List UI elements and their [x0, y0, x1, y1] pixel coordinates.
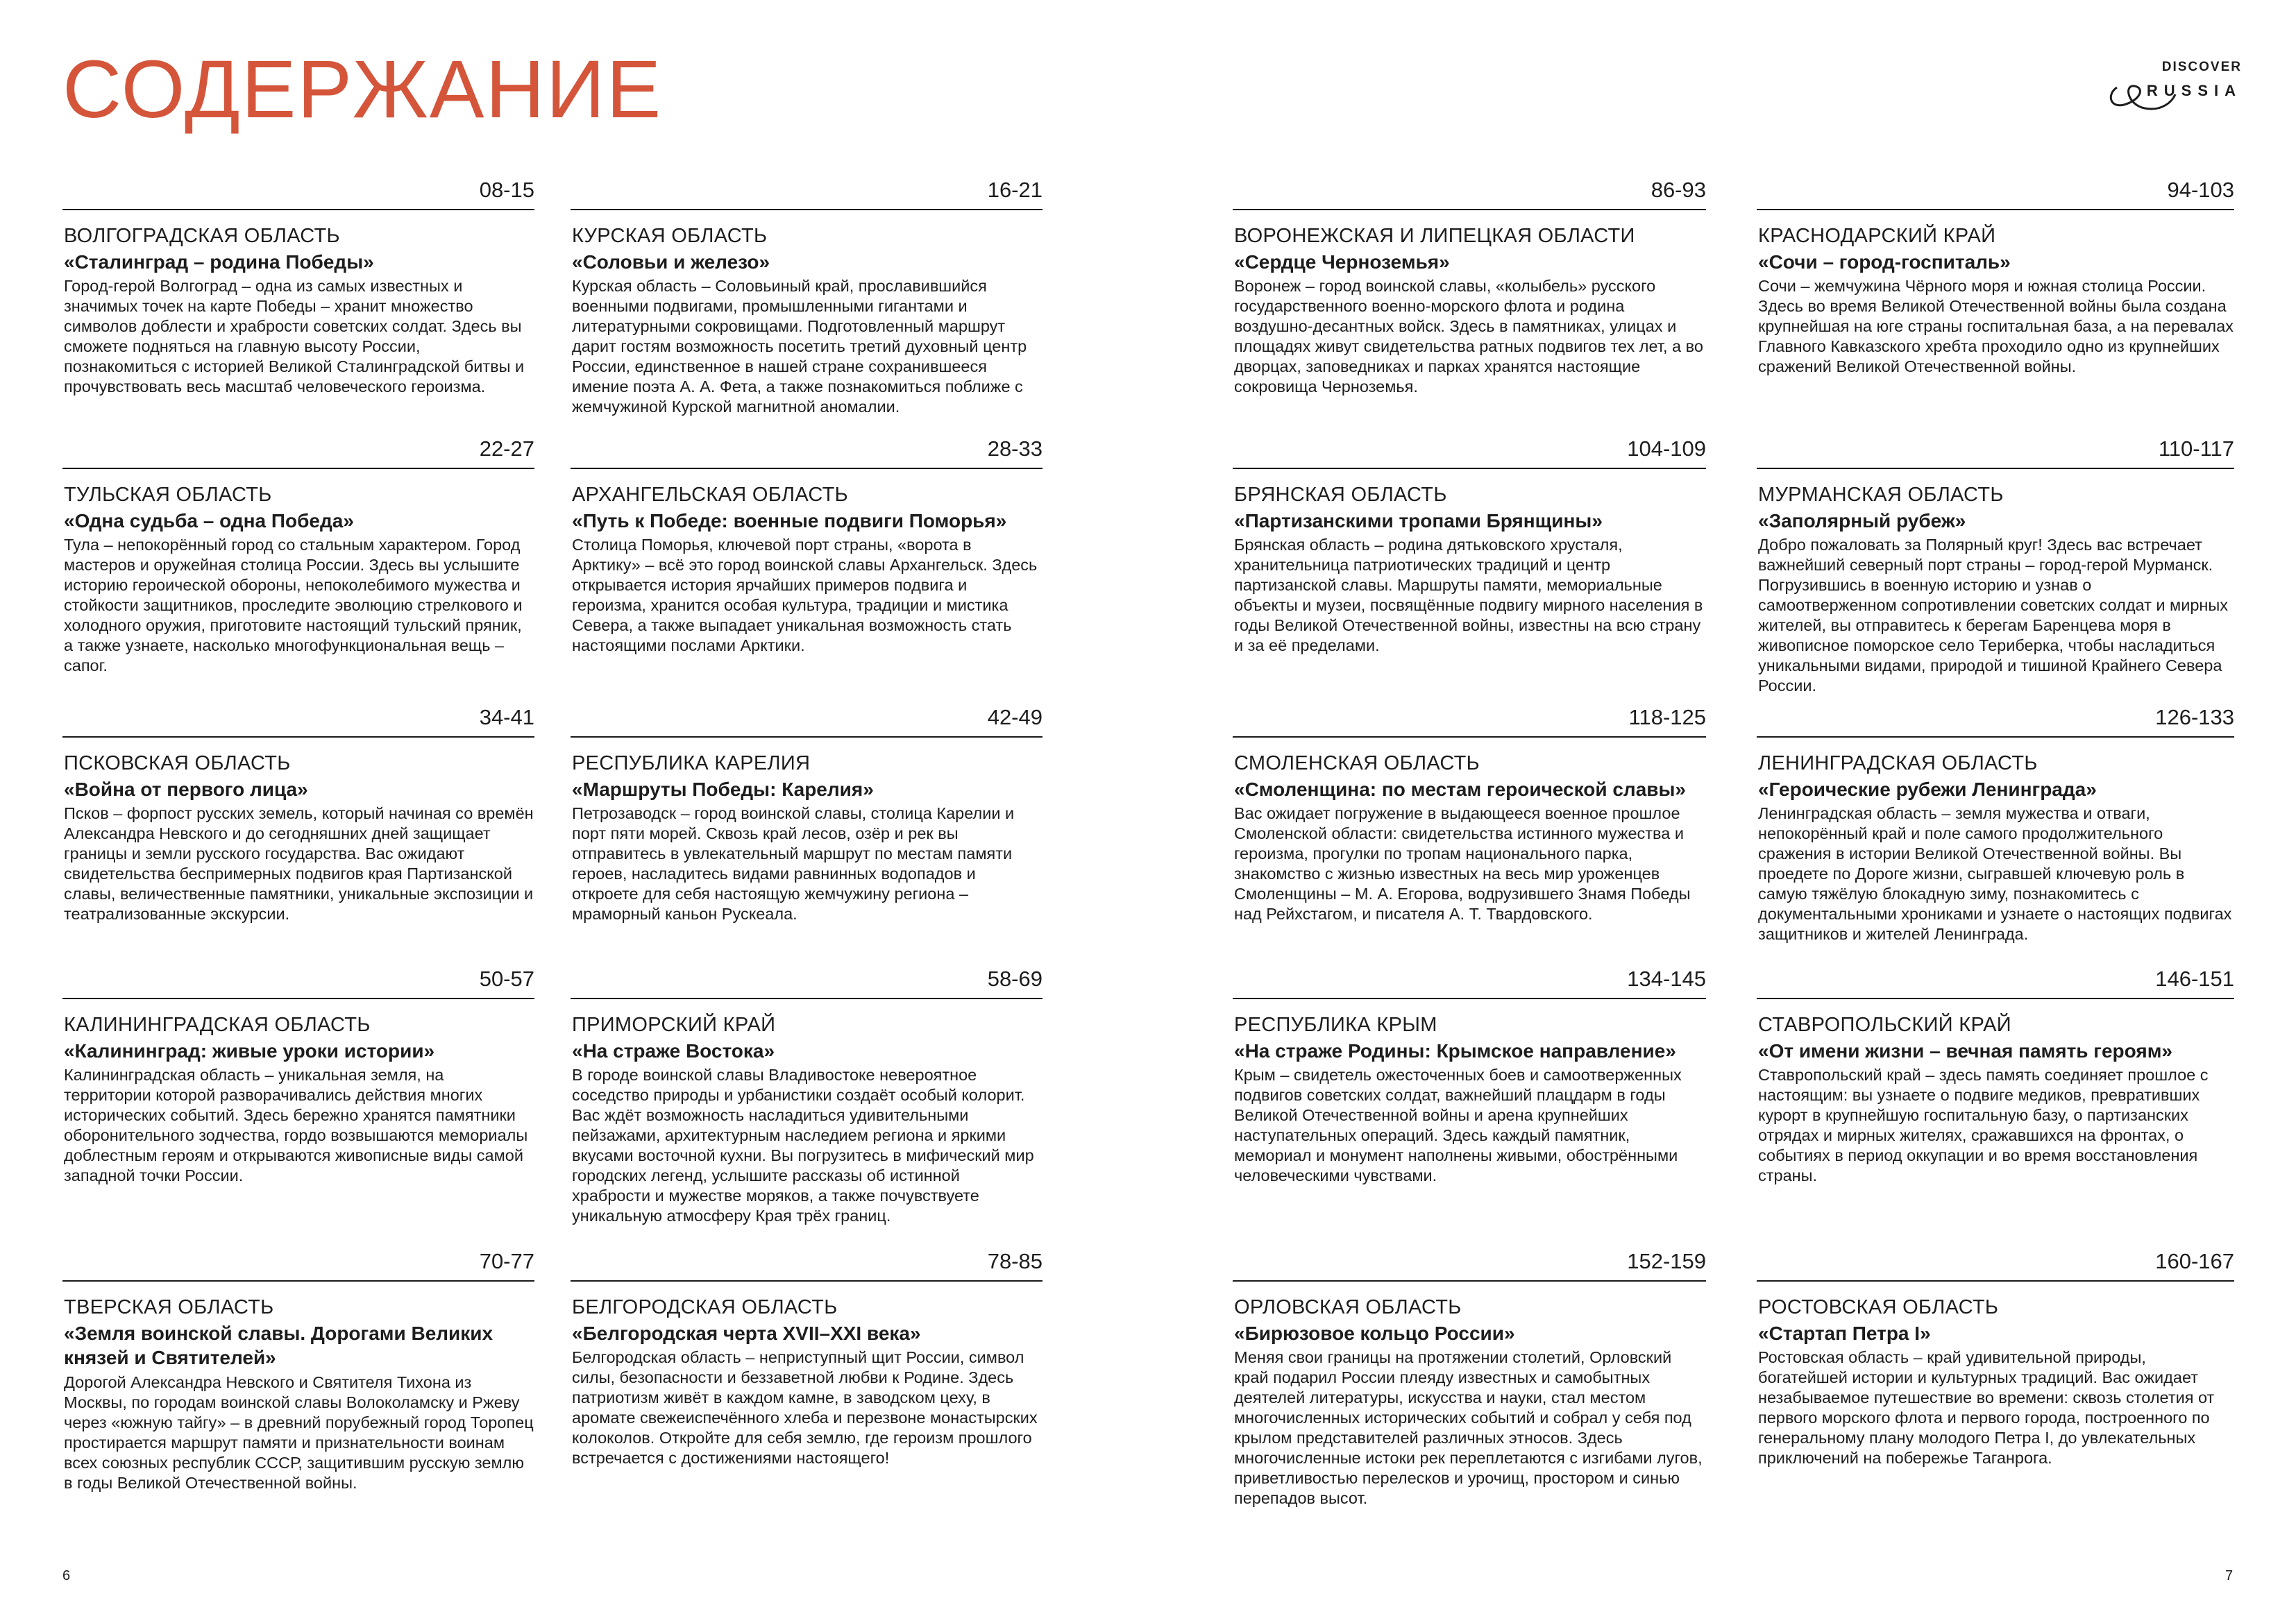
- toc-entry: [1233, 1250, 1706, 1514]
- region-name: КУРСКАЯ ОБЛАСТЬ: [572, 225, 768, 247]
- toc-entry: [1233, 706, 1706, 970]
- page-range: 110-117: [2158, 436, 2234, 461]
- divider-line: [571, 998, 1043, 999]
- toc-entry: [62, 438, 534, 702]
- divider-line: [1757, 1280, 2234, 1282]
- route-title: «Сочи – город-госпиталь»: [1758, 251, 2011, 273]
- route-title: «От имени жизни – вечная память героям»: [1758, 1040, 2172, 1062]
- route-title: «Соловьи и железо»: [572, 251, 770, 273]
- region-name: РЕСПУБЛИКА КАРЕЛИЯ: [572, 752, 811, 774]
- toc-entry: [571, 1250, 1043, 1514]
- route-description: Курская область – Соловьиный край, прославившийся военными подвигами, промышленными гигантами и литературными сокровищами. Подготовленный маршрут дарит гостям возможность посетить третий духовный центр России, единственное в нашей стране сохранившееся имение поэта А. А. Фета, а также познакомиться поближе с жемчужиной Курской магнитной аномалии.: [572, 277, 1027, 416]
- divider-line: [1233, 1280, 1706, 1282]
- divider-line: [1233, 998, 1706, 999]
- route-title: «Смоленщина: по местам героической славы»: [1234, 779, 1686, 800]
- route-description: Ростовская область – край удивительной природы, богатейшей истории и культурных традиций. Вас ожидает незабываемое путешествие во времени: сквозь столетия от первого морского флота и первого города, построенного по генеральному плану молодого Петра I, до увлекательных приключений на побережье Таганрога.: [1758, 1348, 2215, 1467]
- route-title: «Земля воинской славы. Дорогами Великих князей и Святителей»: [64, 1323, 493, 1368]
- route-title: «Героические рубежи Ленинграда»: [1758, 779, 2097, 800]
- toc-entry: [1233, 968, 1706, 1232]
- divider-line: [571, 736, 1043, 738]
- region-name: СТАВРОПОЛЬСКИЙ КРАЙ: [1758, 1014, 2011, 1036]
- route-title: «Заполярный рубеж»: [1758, 510, 1966, 532]
- toc-entry: [1757, 1250, 2234, 1514]
- page-number-left: 6: [62, 1568, 71, 1583]
- page-range: 70-77: [479, 1249, 534, 1273]
- route-title: «На страже Родины: Крымское направление»: [1234, 1040, 1676, 1062]
- page-range: 126-133: [2155, 705, 2234, 729]
- region-name: РОСТОВСКАЯ ОБЛАСТЬ: [1758, 1296, 1999, 1318]
- route-title: «Сталинград – родина Победы»: [64, 251, 374, 273]
- page-title: СОДЕРЖАНИЕ: [62, 44, 663, 135]
- toc-entry: [1233, 179, 1706, 443]
- divider-line: [1233, 736, 1706, 738]
- route-description: Белгородская область – неприступный щит России, символ силы, безопасности и беззаветной любви к Родине. Здесь патриотизм живёт в каждом камне, в заводском цеху, в аромате свежеиспечённого хлеба и перезвоне монастырских колоколов. Откройте для себя землю, где героизм прошлого встречается с достижениями настоящего!: [572, 1348, 1038, 1467]
- page-range: 86-93: [1651, 178, 1706, 202]
- toc-entry: [62, 968, 534, 1232]
- toc-entry: [571, 438, 1043, 702]
- discover-russia-logo: [2103, 60, 2242, 129]
- logo-text-top: DISCOVER: [2161, 60, 2242, 74]
- page-range: 94-103: [2167, 178, 2234, 202]
- region-name: ТВЕРСКАЯ ОБЛАСТЬ: [64, 1296, 274, 1318]
- logo-text-bottom: RUSSIA: [2146, 82, 2242, 99]
- route-description: Столица Поморья, ключевой порт страны, «ворота в Арктику» – всё это город воинской славы Архангельск. Здесь открывается история ярчайших примеров подвига и героизма, хранится особая культура, традиции и мистика Севера, а также выпадает уникальная возможность стать настоящими послами Арктики.: [572, 536, 1038, 654]
- toc-entry: [62, 706, 534, 970]
- page-range: 16-21: [987, 178, 1043, 202]
- toc-entry: [1757, 968, 2234, 1232]
- region-name: РЕСПУБЛИКА КРЫМ: [1234, 1014, 1437, 1036]
- route-description: Ленинградская область – земля мужества и отваги, непокорённый край и поле самого продолжительного сражения в истории Великой Отечественной войны. Вы проедете по Дороге жизни, сыгравшей ключевую роль в самую тяжёлую блокадную зиму, познакомитесь с документальными хрониками и узнаете о настоящих подвигах защитников и жителей Ленинграда.: [1758, 804, 2232, 943]
- region-name: ПРИМОРСКИЙ КРАЙ: [572, 1014, 776, 1036]
- divider-line: [1233, 468, 1706, 469]
- divider-line: [62, 209, 534, 210]
- route-description: Город-герой Волгоград – одна из самых известных и значимых точек на карте Победы – хранит множество символов доблести и храбрости советских солдат. Здесь вы сможете подняться на главную высоту России, познакомиться с историей Великой Сталинградской битвы и прочувствовать весь масштаб человеческого героизма.: [64, 277, 525, 396]
- page-number-right: 7: [2225, 1568, 2234, 1583]
- divider-line: [62, 468, 534, 469]
- route-description: Дорогой Александра Невского и Святителя Тихона из Москвы, по городам воинской славы Волоколамску и Ржеву через «южную тайгу» – в древний порубежный город Торопец простирается маршрут памяти и признательности воинам всех союзных республик СССР, защитившим русскую землю в годы Великой Отечественной войны.: [64, 1373, 534, 1492]
- region-name: ВОЛГОГРАДСКАЯ ОБЛАСТЬ: [64, 225, 340, 247]
- route-description: Вас ожидает погружение в выдающееся военное прошлое Смоленской области: свидетельства истинного мужества и героизма, прогулки по тропам национального парка, знакомство с жизнью известных на весь мир уроженцев Смоленщины – М. А. Егорова, водрузившего Знамя Победы над Рейхстагом, и писателя А. Т. Твардовского.: [1234, 804, 1691, 923]
- divider-line: [1757, 736, 2234, 738]
- toc-entry: [62, 1250, 534, 1514]
- region-name: ТУЛЬСКАЯ ОБЛАСТЬ: [64, 484, 272, 506]
- route-title: «Белгородская черта XVII–XXI века»: [572, 1323, 921, 1344]
- toc-entry: [571, 706, 1043, 970]
- toc-entry: [1757, 706, 2234, 970]
- route-description: Петрозаводск – город воинской славы, столица Карелии и порт пяти морей. Сквозь край лесов, озёр и рек вы отправитесь в увлекательный маршрут по местам памяти героев, насладитесь видами равнинных водопадов и откроете для себя настоящую жемчужину региона – мраморный каньон Рускеала.: [572, 804, 1015, 923]
- route-description: Воронеж – город воинской славы, «колыбель» русского государственного военно-морского флота и родина воздушно-десантных войск. Здесь в памятниках, улицах и площадях живут свидетельства ратных подвигов тех лет, а во дворцах, заповедниках и парках хранятся настоящие сокровища Черноземья.: [1234, 277, 1703, 396]
- region-name: МУРМАНСКАЯ ОБЛАСТЬ: [1758, 484, 2004, 506]
- toc-entry: [571, 968, 1043, 1232]
- toc-entry: [1757, 179, 2234, 443]
- region-name: СМОЛЕНСКАЯ ОБЛАСТЬ: [1234, 752, 1480, 774]
- route-title: «Одна судьба – одна Победа»: [64, 510, 354, 532]
- toc-entry: [571, 179, 1043, 443]
- region-name: БЕЛГОРОДСКАЯ ОБЛАСТЬ: [572, 1296, 838, 1318]
- toc-entry: [1757, 438, 2234, 702]
- route-title: «Война от первого лица»: [64, 779, 308, 800]
- region-name: КРАСНОДАРСКИЙ КРАЙ: [1758, 225, 1996, 247]
- page-range: 104-109: [1627, 436, 1706, 461]
- region-name: ПСКОВСКАЯ ОБЛАСТЬ: [64, 752, 291, 774]
- divider-line: [571, 209, 1043, 210]
- route-description: Брянская область – родина дятьковского хрусталя, хранительница патриотических традиций и центр партизанской славы. Маршруты памяти, мемориальные объекты и музеи, посвящённые подвигу мирного населения в годы Великой Отечественной войны, известны на всю страну и за её пределами.: [1234, 536, 1703, 654]
- divider-line: [1757, 998, 2234, 999]
- page-range: 22-27: [479, 436, 534, 461]
- toc-entry: [1233, 438, 1706, 702]
- route-description: Сочи – жемчужина Чёрного моря и южная столица России. Здесь во время Великой Отечественной войны была создана крупнейшая на юге страны госпитальная база, а на перевалах Главного Кавказского хребта проходило одно из крупнейших сражений Великой Отечественной войны.: [1758, 277, 2234, 375]
- divider-line: [62, 998, 534, 999]
- route-title: «Стартап Петра I»: [1758, 1323, 1931, 1344]
- region-name: КАЛИНИНГРАДСКАЯ ОБЛАСТЬ: [64, 1014, 371, 1036]
- route-description: Добро пожаловать за Полярный круг! Здесь вас встречает важнейший северный порт страны – город-герой Мурманск. Погрузившись в военную историю и узнав о самоотверженном сопротивлении советских солдат и мирных жителей, вы отправитесь к берегам Баренцева моря в живописное поморское село Териберка, чтобы насладиться уникальными видами, природой и тишиной Крайнего Севера России.: [1758, 536, 2229, 695]
- route-description: Псков – форпост русских земель, который начиная со времён Александра Невского и до сегодняшних дней защищает границы и земли русского государства. Вас ожидают свидетельства беспримерных подвигов края Партизанской славы, величественные памятники, уникальные экспозиции и театрализованные экскурсии.: [64, 804, 534, 923]
- route-description: Тула – непокорённый город со стальным характером. Город мастеров и оружейная столица России. Здесь вы услышите историю героической обороны, непоколебимого мужества и стойкости защитников, проследите эволюцию стрелкового и холодного оружия, приготовите настоящий тульский пряник, а также узнаете, насколько многофункциональная вещь – сапог.: [64, 536, 523, 674]
- route-title: «Маршруты Победы: Карелия»: [572, 779, 874, 800]
- region-name: ВОРОНЕЖСКАЯ И ЛИПЕЦКАЯ ОБЛАСТИ: [1234, 225, 1635, 247]
- page-range: 42-49: [987, 705, 1043, 729]
- route-title: «Сердце Черноземья»: [1234, 251, 1450, 273]
- page-range: 118-125: [1628, 705, 1706, 729]
- page-range: 152-159: [1627, 1249, 1706, 1273]
- page-range: 34-41: [479, 705, 534, 729]
- region-name: АРХАНГЕЛЬСКАЯ ОБЛАСТЬ: [572, 484, 849, 506]
- page-range: 134-145: [1627, 967, 1706, 991]
- page-range: 58-69: [987, 967, 1043, 991]
- route-description: Крым – свидетель ожесточенных боев и самоотверженных подвигов советских солдат, важнейший плацдарм в годы Великой Отечественной войны и арена крупнейших наступательных операций. Здесь каждый памятник, мемориал и монумент наполнены живыми, обострёнными человеческими чувствами.: [1234, 1066, 1682, 1184]
- page-range: 146-151: [2155, 967, 2234, 991]
- route-title: «Калининград: живые уроки истории»: [64, 1040, 435, 1062]
- divider-line: [62, 1280, 534, 1282]
- page-range: 08-15: [479, 178, 534, 202]
- divider-line: [1757, 468, 2234, 469]
- route-description: Калининградская область – уникальная земля, на территории которой разворачивались действия многих исторических событий. Здесь бережно хранятся памятники оборонительного зодчества, гордо возвышаются мемориалы доблестным героям и открываются живописные виды самой западной точки России.: [64, 1066, 528, 1184]
- divider-line: [62, 736, 534, 738]
- region-name: ЛЕНИНГРАДСКАЯ ОБЛАСТЬ: [1758, 752, 2038, 774]
- page-range: 50-57: [479, 967, 534, 991]
- route-title: «Бирюзовое кольцо России»: [1234, 1323, 1515, 1344]
- divider-line: [571, 1280, 1043, 1282]
- region-name: ОРЛОВСКАЯ ОБЛАСТЬ: [1234, 1296, 1462, 1318]
- divider-line: [571, 468, 1043, 469]
- route-title: «Путь к Победе: военные подвиги Поморья»: [572, 510, 1007, 532]
- route-description: Ставропольский край – здесь память соединяет прошлое с настоящим: вы узнаете о подвиге медиков, превративших курорт в крупнейшую госпитальную базу, о партизанских отрядах и мирных жителях, сражавшихся на фронтах, о событиях в период оккупации и во время восстановления страны.: [1758, 1066, 2209, 1184]
- page-range: 160-167: [2155, 1249, 2234, 1273]
- route-title: «На страже Востока»: [572, 1040, 775, 1062]
- route-description: В городе воинской славы Владивостоке невероятное соседство природы и урбанистики создаёт особый колорит. Вас ждёт возможность насладиться удивительными пейзажами, архитектурным наследием региона и яркими вкусами восточной кухни. Вы погрузитесь в мифический мир городских легенд, услышите рассказы об истинной храбрости и мужестве моряков, а также почувствуете уникальную атмосферу Края трёх границ.: [572, 1066, 1034, 1225]
- divider-line: [1233, 209, 1706, 210]
- route-description: Меняя свои границы на протяжении столетий, Орловский край подарил России плеяду известных и самобытных деятелей литературы, искусства и науки, стал местом многочисленных исторических событий и собрал у себя под крылом представителей различных этносов. Здесь многочисленные истоки рек переплетаются с изгибами лугов, приветливостью перелесков и урочищ, простором и синью перепадов высот.: [1234, 1348, 1703, 1507]
- toc-entry: [62, 179, 534, 443]
- page-range: 28-33: [987, 436, 1043, 461]
- region-name: БРЯНСКАЯ ОБЛАСТЬ: [1234, 484, 1447, 506]
- divider-line: [1757, 209, 2234, 210]
- page-range: 78-85: [987, 1249, 1043, 1273]
- route-title: «Партизанскими тропами Брянщины»: [1234, 510, 1603, 532]
